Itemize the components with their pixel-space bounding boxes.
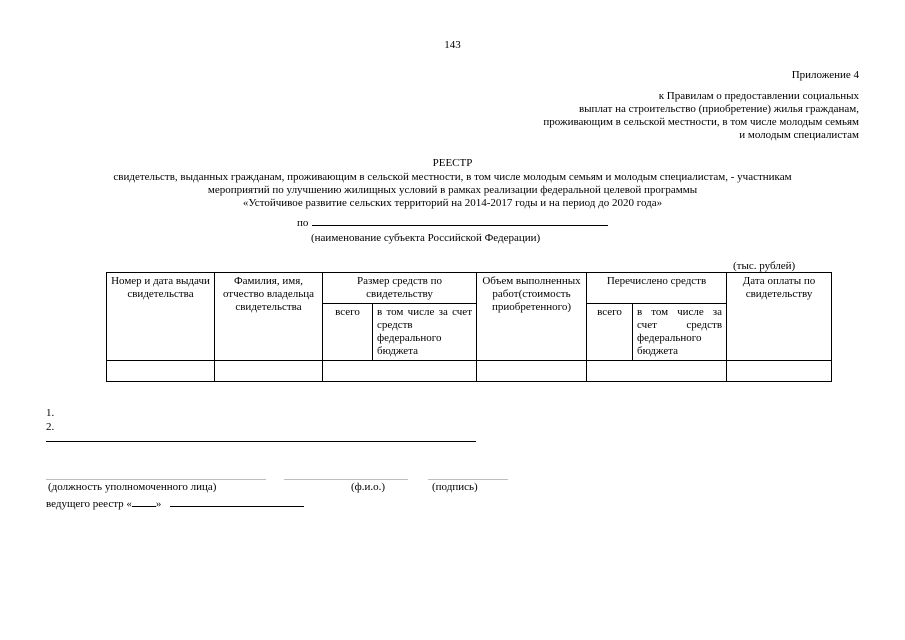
header-certificate-number: Номер и дата выдачи свидетельства — [107, 273, 215, 361]
rules-line: проживающим в сельской местности, в том числе молодым семьям — [543, 116, 859, 128]
subtitle-line: мероприятий по улучшению жилищных условий в рамках реализации федеральной целевой программы — [207, 184, 698, 196]
signature-caption: (подпись) — [432, 481, 478, 493]
header-transferred-federal: в том числе за счет средств федерального бюджета — [633, 304, 727, 361]
table-cell[interactable] — [587, 361, 727, 382]
name-caption: (ф.и.о.) — [351, 481, 386, 493]
header-amount-federal: в том числе за счет средств федерального бюджета — [373, 304, 477, 361]
table-cell[interactable] — [727, 361, 832, 382]
table-row — [107, 361, 832, 382]
keeper-blank-field[interactable] — [170, 496, 304, 507]
subject-line — [297, 215, 608, 230]
name-signature-line[interactable] — [284, 479, 408, 480]
signature-line[interactable] — [428, 479, 508, 480]
header-work-volume: Объем выполненных работ(стоимость приобретенного) — [477, 273, 587, 361]
subtitle-line: «Устойчивое развитие сельских территорий на 2014-2017 годы и на период до 2020 года» — [242, 197, 663, 209]
list-item: 2. — [46, 421, 55, 433]
rules-reference — [419, 90, 859, 142]
registry-table — [106, 272, 832, 382]
keeper-prefix: ведущего реестр « — [46, 498, 132, 510]
header-owner-name: Фамилия, имя, отчество владельца свидетельства — [215, 273, 323, 361]
page-number: 143 — [444, 39, 461, 51]
document-title: РЕЕСТР — [432, 157, 473, 169]
appendix-label: Приложение 4 — [791, 69, 859, 81]
header-payment-date: Дата оплаты по свидетельству — [727, 273, 832, 361]
table-cell[interactable] — [323, 361, 477, 382]
table-header-row — [107, 273, 832, 304]
units-label: (тыс. рублей) — [733, 260, 796, 272]
subtitle-line: свидетельств, выданных гражданам, проживающим в сельской местности, в том числе молодым семьям и молодым специалистам, - участникам — [113, 171, 792, 183]
rules-line: к Правилам о предоставлении социальных — [658, 90, 859, 102]
document-subtitle — [30, 171, 875, 210]
subject-caption: (наименование субъекта Российской Федерации) — [311, 232, 541, 244]
rules-line: и молодым специалистам — [739, 129, 859, 141]
header-transferred: Перечислено средств — [587, 273, 727, 304]
keeper-date-blank[interactable] — [132, 496, 156, 507]
table-cell[interactable] — [477, 361, 587, 382]
subject-blank-field[interactable] — [312, 215, 608, 226]
table-cell[interactable] — [107, 361, 215, 382]
table-cell[interactable] — [215, 361, 323, 382]
position-signature-line[interactable] — [46, 479, 266, 480]
list-item: 1. — [46, 407, 55, 419]
position-caption: (должность уполномоченного лица) — [48, 481, 217, 493]
registry-keeper-line — [46, 496, 304, 511]
po-label: по — [297, 217, 309, 229]
keeper-suffix: » — [155, 498, 162, 510]
rules-line: выплат на строительство (приобретение) жилья гражданам, — [578, 103, 859, 115]
header-amount: Размер средств по свидетельству — [323, 273, 477, 304]
header-amount-total: всего — [323, 304, 373, 361]
numbered-list — [46, 406, 54, 434]
header-transferred-total: всего — [587, 304, 633, 361]
divider-line — [46, 441, 476, 442]
